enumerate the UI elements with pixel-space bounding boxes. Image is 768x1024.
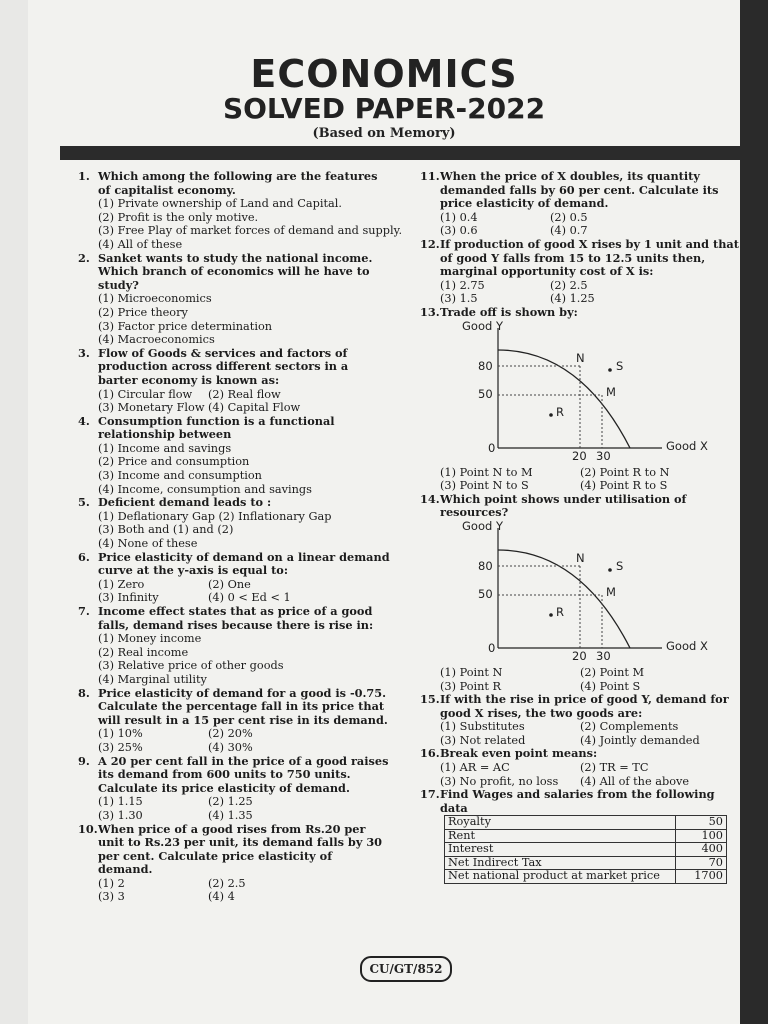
option: (3) Free Play of market forces of demand and supply. xyxy=(98,224,403,238)
question-6: 6. Price elasticity of demand on a linear demand curve at the y-axis is equal to: xyxy=(78,549,390,578)
option: (1) Zero xyxy=(98,577,145,591)
question-3: 3. Flow of Goods & services and factors of production across different sectors in a barter economy is known as: xyxy=(78,345,349,387)
option-row xyxy=(78,809,390,823)
option: (2) 1.25 xyxy=(208,795,253,809)
option: (2) Real flow xyxy=(208,387,281,401)
page-code-badge: CU/GT/852 xyxy=(360,956,452,982)
question-17: 17. Find Wages and salaries from the following data xyxy=(420,787,715,815)
option: (4) Income, consumption and savings xyxy=(98,482,312,496)
page-note: (Based on Memory) xyxy=(312,126,456,141)
option-row xyxy=(78,388,390,402)
option: (4) 30% xyxy=(208,740,253,754)
option-row xyxy=(78,578,390,592)
table-row: Net Indirect Tax 70 xyxy=(445,856,727,870)
option: (3) Factor price determination xyxy=(98,319,273,333)
option: (1) Private ownership of Land and Capital. xyxy=(98,197,342,211)
option: (3) 1.30 xyxy=(98,808,143,822)
question-1: 1. Which among the following are the features of capitalist economy. xyxy=(78,169,378,197)
question-13: 13. Trade off is shown by: xyxy=(420,304,578,319)
option: (3) Both and (1) and (2) xyxy=(98,523,234,537)
right-column: 11. When the price of X doubles, its quantity demanded falls by 60 per cent. Calculate its price elasticity of demand. (1) 0.4 (2) 0.5 (3) 0.6 (4) 0.7 12. If production of good X rises by 1 unit and that of good Y falls from 15 to 12.5 units then, marginal opportunity cost of X is: (1) 2.75 (2) 2.5 (3) 1.5 (4) 1.25 13. Trade off is shown by: Good Y 80 50 0 20 30 Good X N S M R (1) Point N to M (2) Point R to N (3) Point N to S (4) Point R to S 14. Which point shows under utilisation of resources? Good Y 80 50 0 20 30 Good X N S M R (1) Point N (2) Point M (3) Point R (4) Point S 15. If with the rise in price of good Y, demand for good X rises, the two goods are: (1) Substitutes (2) Complements (3) Not related (4) Jointly demanded 16. Break even point means: (1) AR = AC (2) TR = TC (3) No profit, no loss (4) All of the above 17. Find Wages and salaries from the following data Royalty 50 Rent 100 Interest 400 Net Indirect Tax 70 Net national product at market price 1700 xyxy=(420,169,739,883)
ppc-graph-2: Good Y 80 50 0 20 30 Good X N S M R xyxy=(430,520,720,660)
option-row xyxy=(78,591,390,605)
page-right-edge xyxy=(740,0,768,1024)
question-9: 9. A 20 per cent fall in the price of a good raises its demand from 600 units to 750 units. Calculate its price elasticity of demand. xyxy=(78,753,389,795)
header-divider xyxy=(60,146,740,160)
option: (1) Microeconomics xyxy=(98,292,212,306)
option: (3) Relative price of other goods xyxy=(98,659,284,673)
option: (1) Circular flow xyxy=(98,387,193,401)
option: (4) 4 xyxy=(208,890,235,904)
option: (1) 2 xyxy=(98,876,125,890)
page-subtitle: SOLVED PAPER-2022 xyxy=(222,92,546,125)
question-2: 2. Sanket wants to study the national income. Which branch of economics will he have to study? xyxy=(78,250,373,292)
option: (4) Macroeconomics xyxy=(98,333,215,347)
question-8: 8. Price elasticity of demand for a good is -0.75. Calculate the percentage fall in its price that will result in a 15 per cent rise in its demand. xyxy=(78,685,388,727)
option: (3) Infinity xyxy=(98,591,159,605)
option: (2) Real income xyxy=(98,645,189,659)
option: (4) Marginal utility xyxy=(98,672,207,686)
option: (3) 3 xyxy=(98,890,125,904)
question-4: 4. Consumption function is a functional relationship between xyxy=(78,413,335,442)
page-left-shadow xyxy=(0,0,28,1024)
option: (2) One xyxy=(208,577,251,591)
option: (4) All of these xyxy=(98,237,183,251)
option-row xyxy=(78,890,390,904)
option-row xyxy=(78,795,390,809)
option: (2) Price theory xyxy=(98,305,188,319)
option: (3) Income and consumption xyxy=(98,469,262,483)
option: (1) Income and savings xyxy=(98,441,232,455)
page-title: ECONOMICS xyxy=(250,52,518,96)
option-row xyxy=(78,401,390,415)
option-row xyxy=(78,877,390,891)
table-row: Net national product at market price 1700 xyxy=(445,870,727,884)
question-12: 12. If production of good X rises by 1 unit and that of good Y falls from 15 to 12.5 units then, marginal opportunity cost of X is: xyxy=(420,236,739,279)
option: (1) 1.15 xyxy=(98,795,143,809)
question-5: 5. Deficient demand leads to : xyxy=(78,495,272,510)
question-7: 7. Income effect states that as price of a good falls, demand rises because there is rise in: xyxy=(78,604,374,632)
option: (2) 20% xyxy=(208,727,253,741)
question-11: 11. When the price of X doubles, its quantity demanded falls by 60 per cent. Calculate its price elasticity of demand. xyxy=(420,169,719,211)
left-column xyxy=(78,169,403,904)
option: (1) 10% xyxy=(98,727,143,741)
option: (2) Price and consumption xyxy=(98,455,250,469)
option: (4) None of these xyxy=(98,537,198,551)
option: (4) 0 < Ed < 1 xyxy=(208,591,291,605)
option-row xyxy=(78,741,390,755)
option: (4) 1.35 xyxy=(208,808,253,822)
option: (3) Monetary Flow xyxy=(98,401,205,415)
question-10: 10. When price of a good rises from Rs.20 per unit to Rs.23 per unit, its demand falls by 30 per cent. Calculate price elasticity of demand. xyxy=(78,821,383,877)
data-table xyxy=(444,815,727,884)
option: (3) 25% xyxy=(98,740,143,754)
question-15: 15. If with the rise in price of good Y, demand for good X rises, the two goods are: xyxy=(420,692,729,720)
option: (1) Deflationary Gap (2) Inflationary Gap xyxy=(98,509,332,523)
option: (2) 2.5 xyxy=(208,876,246,890)
table-row: Rent 100 xyxy=(445,829,727,843)
option: (1) Money income xyxy=(98,632,202,646)
ppc-graph-1: Good Y 80 50 0 20 30 Good X N S M R xyxy=(430,320,720,460)
question-14: 14. Which point shows under utilisation of resources? xyxy=(420,491,687,520)
option: (4) Capital Flow xyxy=(208,401,301,415)
table-row: Interest 400 xyxy=(445,843,727,857)
question-16: 16. Break even point means: xyxy=(420,746,598,761)
option: (2) Profit is the only motive. xyxy=(98,210,259,224)
table-row: Royalty 50 xyxy=(445,816,727,830)
option-row xyxy=(78,727,390,741)
